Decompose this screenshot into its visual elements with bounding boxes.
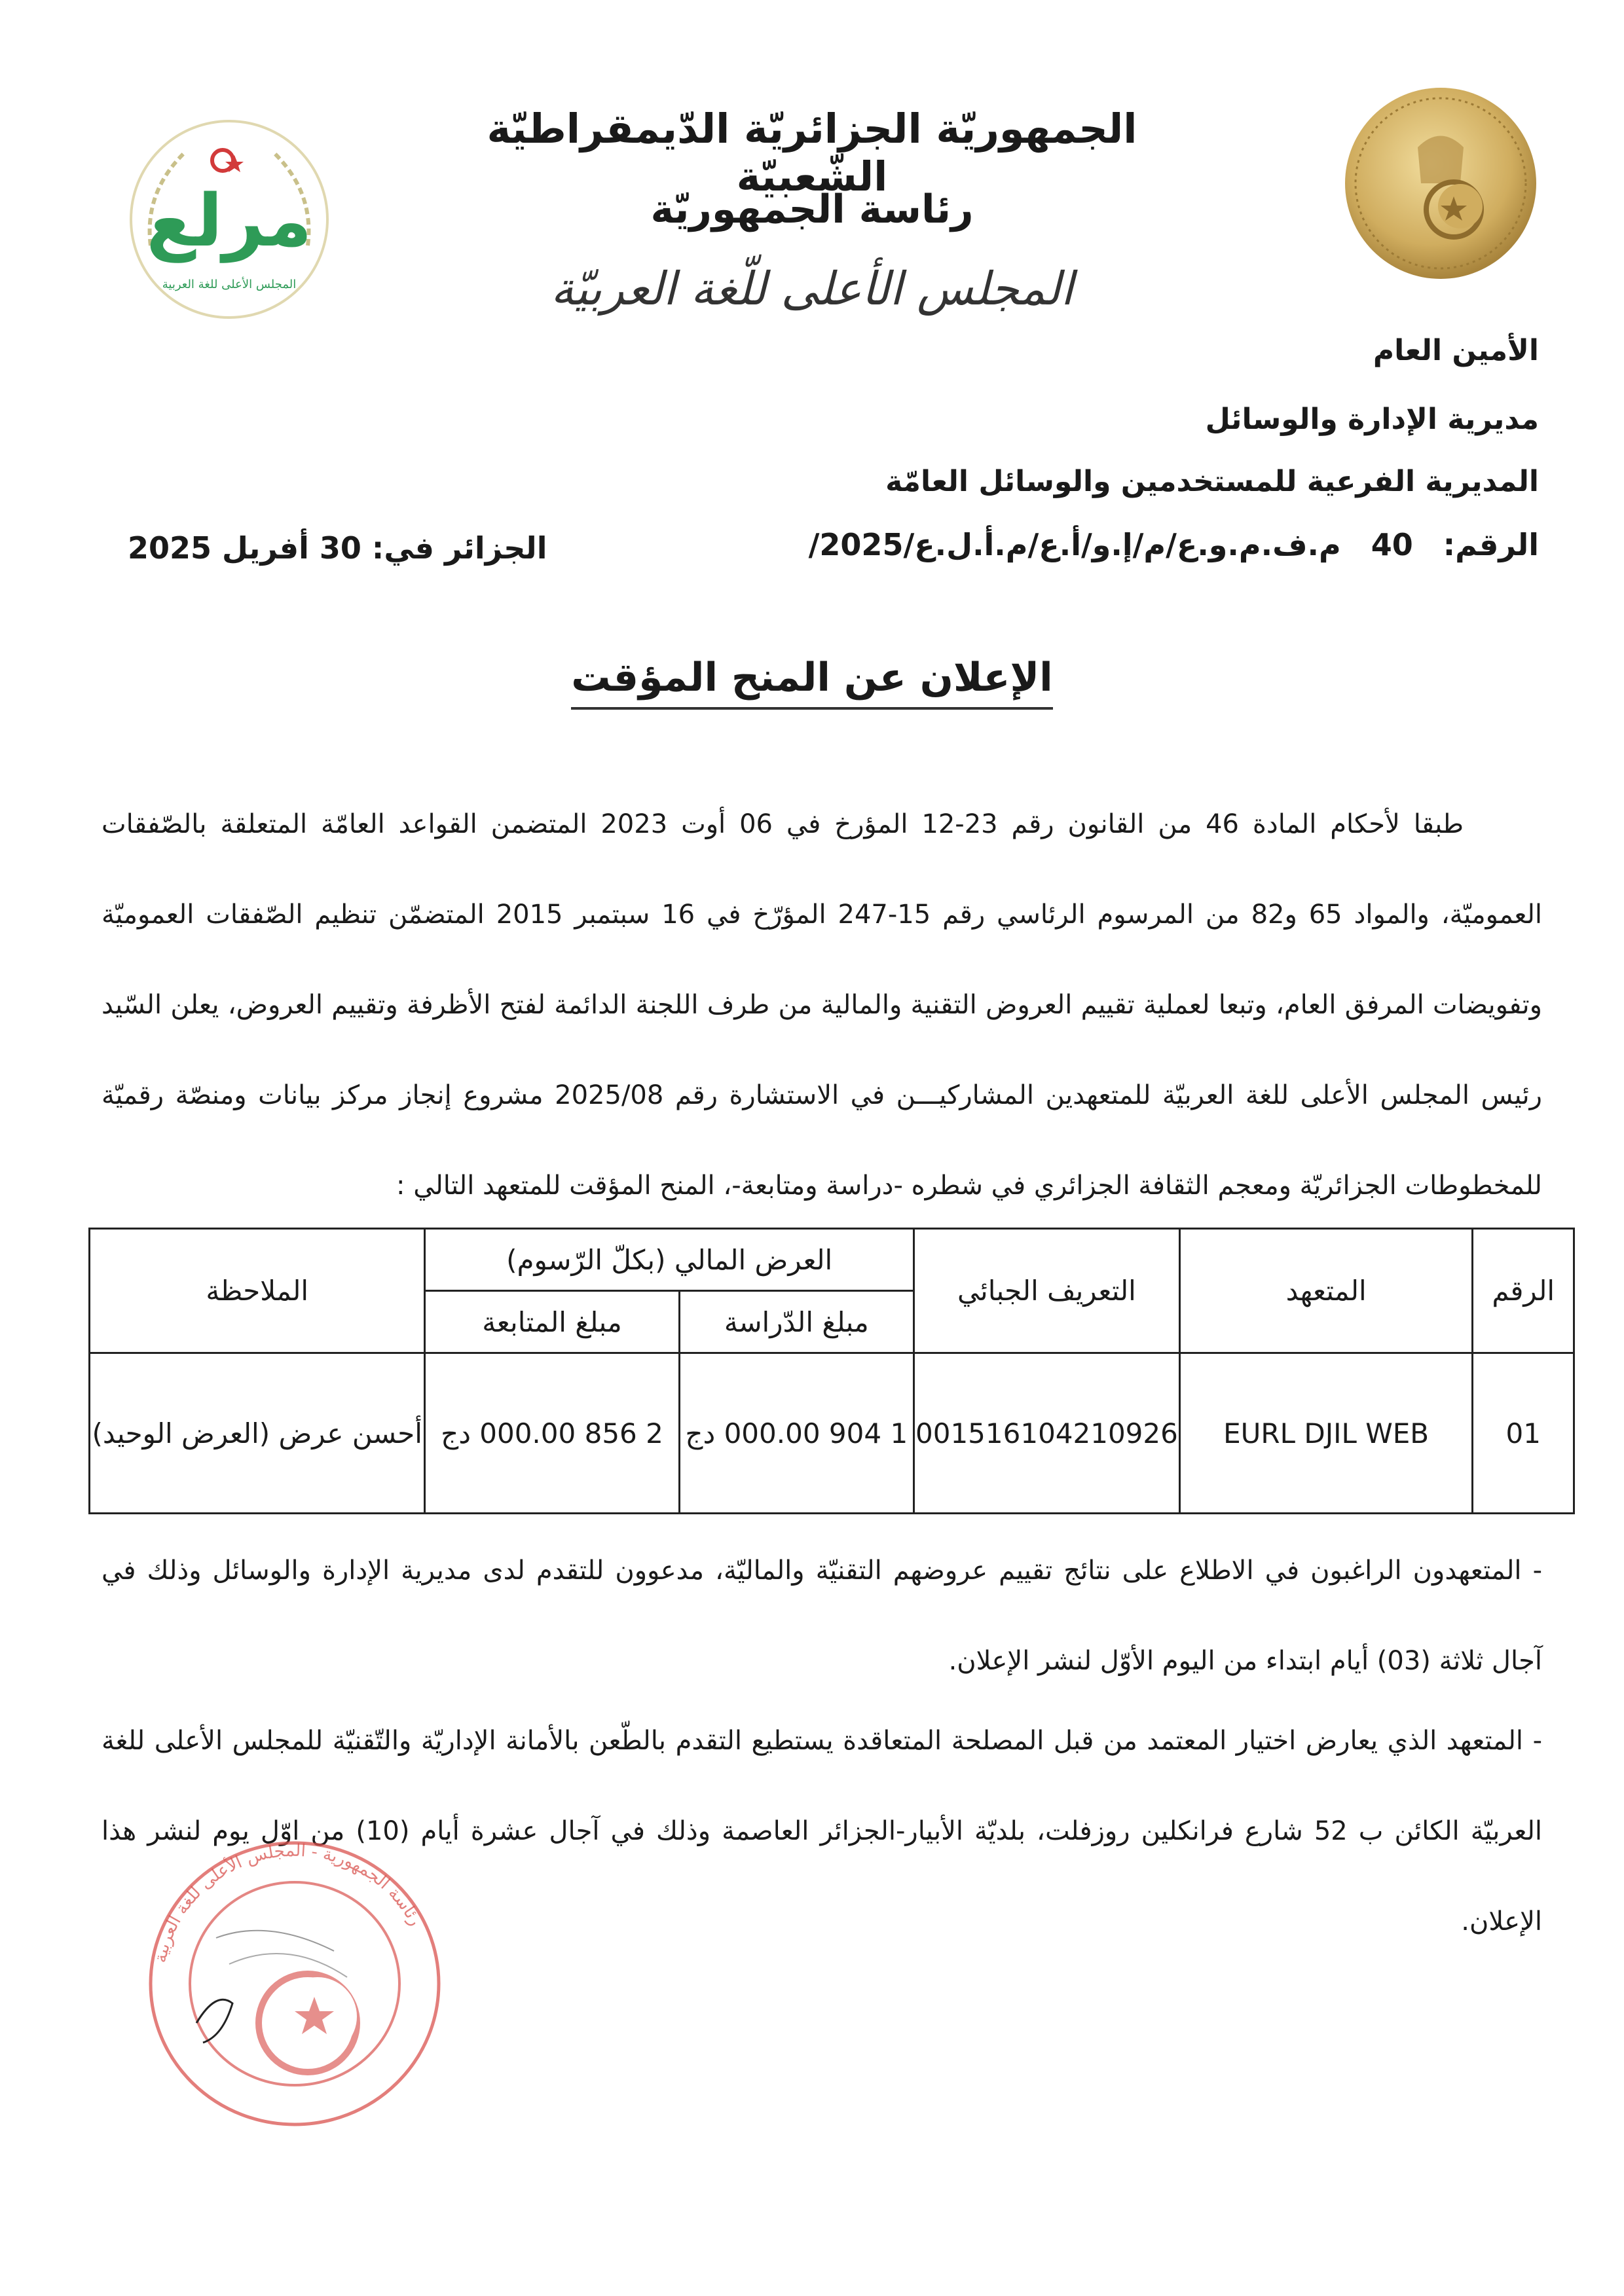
header-presidency: رئاسة الجمهوريّة	[650, 187, 974, 232]
header-bidder: المتعهد	[1179, 1229, 1473, 1353]
cell-tax-id: 001516104210926	[914, 1353, 1180, 1514]
header-followup-amount: مبلغ المتابعة	[425, 1291, 679, 1353]
reference-code: /م.ف.م.و.ع/م/إ.و/أ.ع/م.أ.ل.ع/2025	[808, 527, 1341, 562]
cell-bidder: EURL DJIL WEB	[1179, 1353, 1473, 1514]
header-number: الرقم	[1473, 1229, 1574, 1353]
award-table	[88, 1228, 1575, 1514]
reference-number: 40	[1371, 527, 1413, 562]
notice-consultation: - المتعهدون الراغبون في الاطلاع على نتائج تقييم عروضهم التقنيّة والماليّة، مدعوون للتقدم لدى مديرية الإدارة والوسائل وذلك في آجال ثلاثة (03) أيام ابتداء من اليوم الأوّل لنشر الإعلان.	[101, 1556, 1542, 1676]
announcement-title	[0, 655, 1624, 701]
header-remark: الملاحظة	[90, 1229, 425, 1353]
reference-label: الرقم:	[1443, 527, 1539, 562]
directorate: مديرية الإدارة والوسائل	[1205, 403, 1539, 436]
cell-study-amount: 1 904 000.00 دج	[679, 1353, 913, 1514]
cell-remark: أحسن عرض (العرض الوحيد)	[90, 1353, 425, 1514]
official-stamp	[118, 1827, 485, 2141]
header-tax-id: التعريف الجبائي	[914, 1229, 1180, 1353]
cell-followup-amount: 2 856 000.00 دج	[425, 1353, 679, 1514]
cell-number: 01	[1473, 1353, 1574, 1514]
logo-caption: المجلس الأعلى للغة العربية	[162, 278, 297, 291]
secretary-general: الأمين العام	[1373, 334, 1539, 367]
issue-date: الجزائر في: 30 أفريل 2025	[128, 530, 547, 566]
sub-directorate: المديرية الفرعية للمستخدمين والوسائل العامّة	[885, 465, 1539, 498]
title-text: الإعلان عن المنح المؤقت	[571, 655, 1052, 710]
header-republic: الجمهوريّة الجزائريّة الدّيمقراطيّة الشّعبيّة	[487, 105, 1137, 200]
stamp-text: رئاسة الجمهورية - المجلس الأعلى للغة العربية	[150, 1840, 426, 1965]
notice-appeal: - المتعهد الذي يعارض اختيار المعتمد من قبل المصلحة المتعاقدة يستطيع التقدم بالطّعن بالأمانة الإداريّة والتّقنيّة للمجلس الأعلى للغة العربيّة الكائن ب 52 شارع فرانكلين روزفلت، بلديّة الأبيار-الجزائر العاصمة وذلك في آجال عشرة أيام (10) من اوّل يوم لنشر هذا الإعلان.	[101, 1726, 1543, 1937]
intro-paragraph: طبقا لأحكام المادة 46 من القانون رقم 23-12 المؤرخ في 06 أوت 2023 المتضمن القواعد العامّة المتعلقة بالصّفقات العموميّة، والمواد 65 و82 من المرسوم الرئاسي رقم 15-247 المؤرّخ في 16 سبتمبر 2015 المتضمّن تنظيم الصّفقات العموميّة وتفويضات المرفق العام، وتبعا لعملية تقييم العروض التقنية والمالية من طرف اللجنة الدائمة لفتح الأظرفة وتقييم العروض، يعلن السّيد رئيس المجلس الأعلى للغة العربيّة للمتعهدين المشاركيـــن في الاستشارة رقم 2025/08 مشروع إنجاز مركز بيانات ومنصّة رقميّة للمخطوطات الجزائريّة ومعجم الثقافة الجزائري في شطره -دراسة ومتابعة-، المنح المؤقت للمتعهد التالي :	[101, 809, 1543, 1201]
header-council: المجلس الأعلى للّغة العربيّة	[550, 262, 1074, 316]
national-seal-coin	[1342, 85, 1539, 282]
header-study-amount: مبلغ الدّراسة	[679, 1291, 913, 1353]
reference-line	[789, 527, 1539, 562]
header-financial-offer: العرض المالي (بكلّ الرّسوم)	[425, 1229, 914, 1291]
logo-wordmark: مرلع	[146, 179, 312, 263]
table-row	[90, 1353, 1574, 1514]
council-logo	[124, 115, 334, 324]
